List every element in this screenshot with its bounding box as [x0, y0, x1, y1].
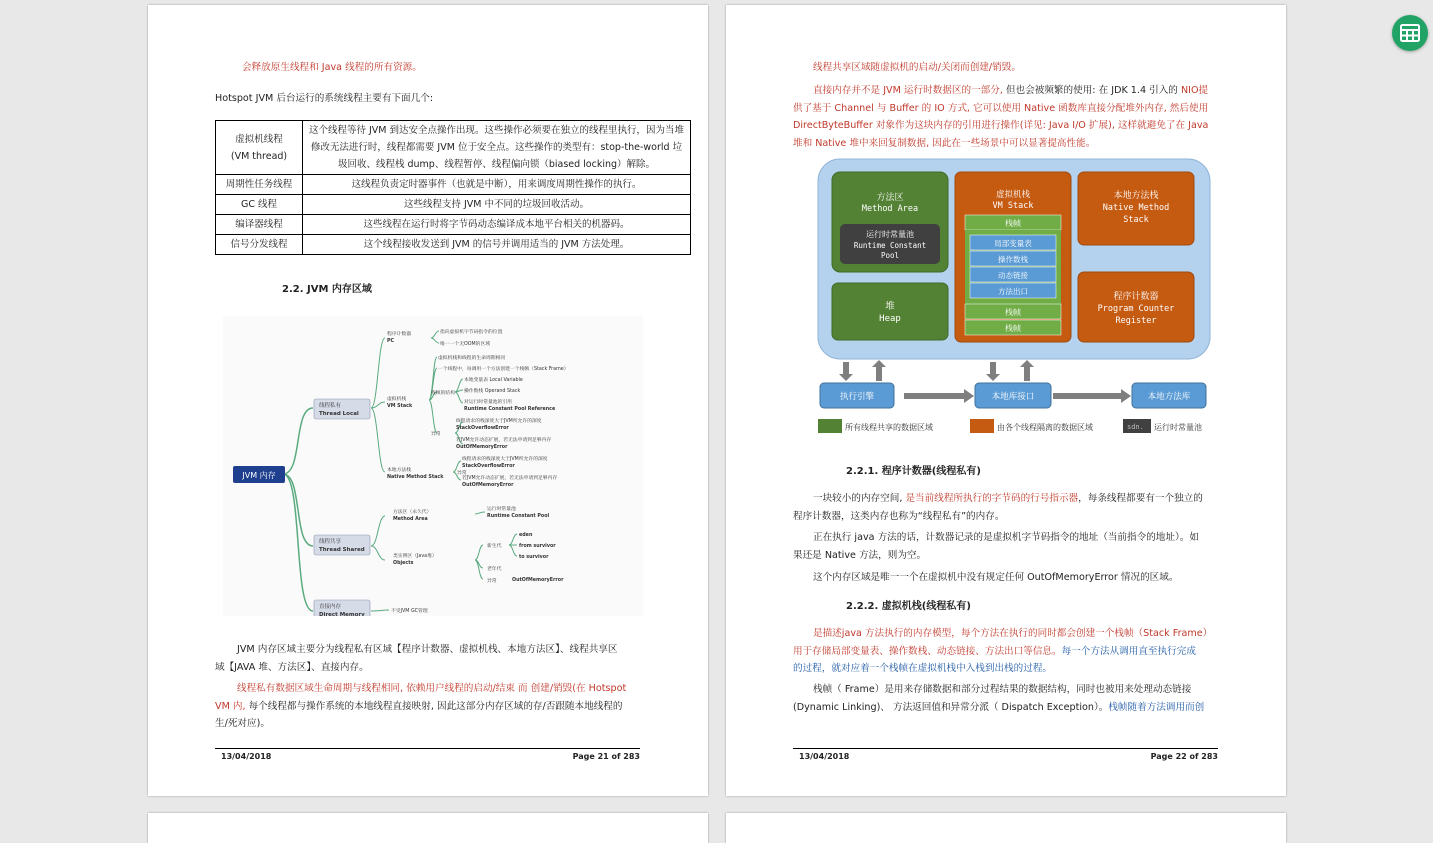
diagram-heap: 堆 [885, 301, 895, 312]
mm-vm-exc-4: OutOfMemoryError [456, 445, 508, 450]
mm-frame-item-1: 本地变量表 Local Variable [464, 378, 523, 383]
table-grid-icon [1392, 15, 1428, 51]
diagram-pc-en2: Register [1115, 316, 1157, 326]
p221a-red: 是当前线程所执行的字节码的行号指示器 [905, 493, 1079, 504]
diagram-native-stack-en2: Stack [1123, 215, 1149, 225]
section-title-2-2: 2.2. JVM 内存区域 [282, 284, 372, 295]
diagram-pc-en: Program Counter [1097, 304, 1175, 314]
diagram-rcp-en: Runtime Constant [853, 241, 927, 250]
p221a-pre: 一块较小的内存空间, [813, 493, 906, 504]
mm-rcp: 运行时常量池 [487, 507, 516, 512]
mm-native-exc-1: 线程请求的栈深度大于JVM所允许的深度 [462, 457, 548, 462]
page-21 [148, 5, 708, 796]
mindmap-thread-shared: 线程共享 [319, 539, 342, 545]
page22-para-direct-memory [793, 82, 1233, 152]
heading-2-2-2: 2.2.2. 虚拟机栈(线程私有) [846, 601, 971, 612]
mm-heap-oom: OutOfMemoryError [512, 578, 564, 583]
mm-pc-en: PC [387, 339, 395, 344]
diagram-native-stack: 本地方法栈 [1113, 191, 1159, 201]
dm-line4: 堆和 Native 堆中来回复制数据, 因此在一些场景中可以显著提高性能。 [793, 137, 1096, 149]
page21-footer [215, 748, 640, 761]
para2-red-tail: VM 内, [215, 700, 249, 712]
mm-native-exception: 异常 [457, 471, 467, 476]
page-24-preview [726, 813, 1286, 843]
mm-heap: 类实例区（Java堆） [393, 554, 437, 559]
mm-method-area-en: Method Area [393, 517, 428, 522]
diagram-vm-stack: 虚拟机栈 [995, 190, 1031, 200]
thread-name-cell: 信号分发线程 [216, 235, 303, 255]
mm-native-stack: 本地方法栈 [387, 468, 411, 473]
thread-desc-cell: 这个线程接收发送到 JVM 的信号并调用适当的 JVM 方法处理。 [303, 235, 691, 255]
sheet-app-button[interactable] [1392, 15, 1428, 51]
legend-private: 由各个线程隔离的数据区域 [997, 423, 1093, 432]
mm-pc-note-1: 指向虚拟机字节码指令的位置 [440, 330, 503, 335]
para1-line1: JVM 内存区域主要分为线程私有区域【程序计数器、虚拟机栈、本地方法区】、线程共享区 [237, 644, 618, 655]
mm-vm-exc-3: 若JVM允许动态扩展，若无法申请到足够内存 [456, 438, 552, 443]
mm-frame-item-2: 操作数栈 Operand Stack [464, 389, 521, 394]
diagram-native-lib: 本地方法库 [1147, 392, 1191, 402]
mm-from-survivor: from survivor [519, 544, 556, 549]
p222b-line1: 栈帧（ Frame）是用来存储数据和部分过程结果的数据结构，同时也被用来处理动态链接 [813, 684, 1192, 695]
diagram-frame-3: 栈帧 [1005, 324, 1021, 333]
page21-intro: Hotspot JVM 后台运行的系统线程主要有下面几个: [215, 93, 434, 104]
page-23-preview [148, 813, 708, 843]
mm-native-exc-4: OutOfMemoryError [462, 483, 514, 488]
thread-desc-cell: 这些线程支持 JVM 中不同的垃圾回收活动。 [303, 195, 691, 215]
diagram-method-area: 方法区 [876, 193, 904, 203]
mindmap-direct-memory-en: Direct Memory [319, 612, 365, 616]
system-threads-table [215, 120, 691, 255]
diagram-vm-stack-en: VM Stack [992, 201, 1034, 211]
page22-p221b [793, 529, 1233, 564]
footer-page-number: Page 22 of 283 [1150, 752, 1218, 761]
mm-method-area: 方法区（永久代） [393, 510, 432, 515]
dm-red-1: 直接内存并不是 JVM 运行时数据区的一部分, [813, 85, 1006, 96]
table-row [216, 175, 691, 195]
mm-vm-exc-2: StackOverflowError [456, 426, 509, 431]
diagram-dynamic-link: 动态链接 [998, 271, 1028, 280]
thread-name-cell: 周期性任务线程 [216, 175, 303, 195]
table-row [216, 195, 691, 215]
footer-date: 13/04/2018 [221, 752, 272, 761]
dm-line2: 供了基于 Channel 与 Buffer 的 IO 方式, 它可以使用 Native 函数库直接分配堆外内存, 然后使用 [793, 102, 1209, 114]
p222a-red: 用于存储局部变量表、操作数栈、动态链接、方法出口等信息。 [793, 645, 1062, 657]
diagram-rcp: 运行时常量池 [866, 230, 914, 239]
mm-vm-stack-en: VM Stack [387, 404, 413, 409]
diagram-native-stack-en: Native Method [1102, 203, 1170, 213]
page22-p222a [793, 625, 1233, 678]
p221b-line1: 正在执行 java 方法的话，计数器记录的是虚拟机字节码指令的地址（当前指令的地址）。如 [813, 532, 1199, 543]
p222a-blue: 每一个方法从调用直至执行完成 [1061, 645, 1196, 657]
legend-shared: 所有线程共享的数据区域 [845, 423, 933, 432]
table-row [216, 235, 691, 255]
diagram-heap-en: Heap [879, 314, 901, 324]
p222a-line3: 的过程，就对应着一个栈帧在虚拟机栈中入栈到出栈的过程。 [793, 663, 1053, 674]
diagram-engine: 执行引擎 [839, 392, 875, 402]
p221b-line2: 果还是 Native 方法，则为空。 [793, 549, 927, 561]
mm-old: 老年代 [487, 567, 502, 572]
page21-para1 [215, 641, 640, 676]
thread-name-cell: 虚拟机线程 (VM thread) [216, 121, 303, 175]
diagram-operand-stack: 操作数栈 [998, 255, 1028, 264]
p221a-line2: 程序计数器，这类内存也称为“线程私有”的内存。 [793, 510, 1005, 522]
mm-young: 新生代 [487, 544, 502, 549]
mm-vm-note-1: 虚拟机栈和线程的生命周期相同 [438, 356, 506, 361]
p222a-line1: 是描述java 方法执行的内存模型，每个方法在执行的同时都会创建一个栈帧（Stack Frame） [813, 628, 1213, 639]
diagram-frame-2: 栈帧 [1005, 308, 1021, 317]
p222b-black: (Dynamic Linking)、 方法返回值和异常分派（ Dispatch Exception）。 [793, 701, 1109, 713]
thread-desc-cell: 这些线程在运行时将字节码动态编译成本地平台相关的机器码。 [303, 215, 691, 235]
page22-p221c: 这个内存区域是唯一一个在虚拟机中没有规定任何 OutOfMemoryError 情况的区域。 [813, 572, 1179, 583]
mindmap-thread-shared-en: Thread Shared [319, 547, 365, 553]
mindmap-root: JVM 内存 [242, 471, 276, 480]
diagram-local-vars: 局部变量表 [994, 239, 1032, 248]
mm-native-stack-en: Native Method Stack [387, 475, 444, 480]
para2-line1: 线程私有数据区域生命周期与线程相同, 依赖用户线程的启动/结束 而 创建/销毁(在 Hotspot [237, 683, 627, 694]
page22-p222b [793, 681, 1233, 716]
mindmap-thread-local: 线程私有 [319, 403, 342, 409]
thread-desc-cell: 这线程负责定时器事件（也就是中断），用来调度周期性操作的执行。 [303, 175, 691, 195]
legend-rcp: 运行时常量池 [1154, 423, 1202, 432]
mm-rcp-en: Runtime Constant Pool [487, 514, 550, 519]
footer-page-number: Page 21 of 283 [572, 752, 640, 761]
mm-pc-note-2: 唯一一个无OOM的区域 [440, 342, 491, 347]
page21-top-line: 会释放原生线程和 Java 线程的所有资源。 [242, 62, 422, 73]
diagram-frame-top: 栈帧 [1005, 219, 1021, 228]
diagram-native-iface: 本地库接口 [991, 392, 1035, 402]
p222b-blue: 栈帧随着方法调用而创 [1108, 701, 1205, 713]
thread-name-cell: 编译器线程 [216, 215, 303, 235]
mm-native-exc-2: StackOverflowError [462, 464, 515, 469]
mm-vm-stack: 虚拟机栈 [387, 397, 407, 402]
page22-footer [793, 748, 1218, 761]
footer-date: 13/04/2018 [799, 752, 850, 761]
page22-p221a [793, 490, 1233, 525]
p221a-post: ，每条线程都要有一个独立的 [1078, 493, 1203, 504]
para2-line3: 生/死对应)。 [215, 718, 270, 729]
page21-para2 [215, 680, 640, 733]
diagram-return-addr: 方法出口 [998, 287, 1028, 296]
mm-vm-exc-1: 线程请求的栈深度大于JVM所允许的深度 [456, 419, 542, 424]
table-row [216, 215, 691, 235]
mm-native-exc-3: 若JVM允许动态扩展，若无法申请到足够内存 [462, 476, 558, 481]
mm-direct-note: 不受JVM GC管理 [391, 609, 428, 614]
table-row [216, 121, 691, 175]
diagram-pc: 程序计数器 [1113, 292, 1159, 302]
mm-heap-exception: 异常 [487, 579, 497, 584]
mm-to-survivor: to survivor [519, 555, 549, 560]
dm-nio: NIO [1180, 85, 1199, 96]
mm-vm-note-2: 一个线程中，每调用一个方法创建一个栈帧（Stack Frame） [438, 367, 569, 372]
mm-vm-exception: 异常 [431, 432, 441, 437]
page22-top-line: 线程共享区域随虚拟机的启动/关闭而创建/销毁。 [813, 62, 1021, 73]
para1-line2: 域【JAVA 堆、方法区】、直接内存。 [215, 661, 369, 673]
thread-desc-cell: 这个线程等待 JVM 到达安全点操作出现。这些操作必须要在独立的线程里执行，因为当堆修改无法进行时，线程都需要 JVM 位于安全点。这些操作的类型有：stop-the-world 垃圾回收、线程栈 dump、线程暂停、线程偏向锁（biased locking）解除。 [303, 121, 691, 175]
dm-black: 但也会被频繁的使用: 在 JDK 1.4 引入的 [1005, 85, 1181, 96]
mm-frame-struct: 栈帧的结构 [431, 391, 455, 396]
jvm-runtime-data-area-diagram [816, 157, 1216, 437]
mindmap-thread-local-en: Thread Local [319, 411, 359, 417]
dm-line3: DirectByteBuffer 对象作为这块内存的引用进行操作(详见: Java I/O 扩展), 这样就避免了在 Java [793, 120, 1209, 131]
jvm-memory-mindmap [223, 316, 643, 616]
diagram-method-area-en: Method Area [861, 204, 919, 214]
thread-name-cell: GC 线程 [216, 195, 303, 215]
heading-2-2-1: 2.2.1. 程序计数器(线程私有) [846, 466, 981, 477]
para2-black: 每个线程都与操作系统的本地线程直接映射, 因此这部分内存区域的存/否跟随本地线程的 [248, 700, 623, 712]
mm-eden: eden [519, 533, 533, 538]
mm-pc: 程序计数器 [387, 332, 411, 337]
diagram-rcp-en2: Pool [880, 251, 900, 260]
mm-frame-item-3: 对运行时常量池的引用 [464, 400, 512, 405]
mm-frame-item-4: Runtime Constant Pool Reference [464, 407, 556, 412]
mindmap-direct-memory: 直接内存 [319, 604, 342, 610]
dm-red-ti: 提 [1198, 85, 1209, 96]
page-22 [726, 5, 1286, 796]
mm-heap-en: Objects [393, 561, 414, 566]
legend-mark: sdn. [1127, 423, 1144, 431]
